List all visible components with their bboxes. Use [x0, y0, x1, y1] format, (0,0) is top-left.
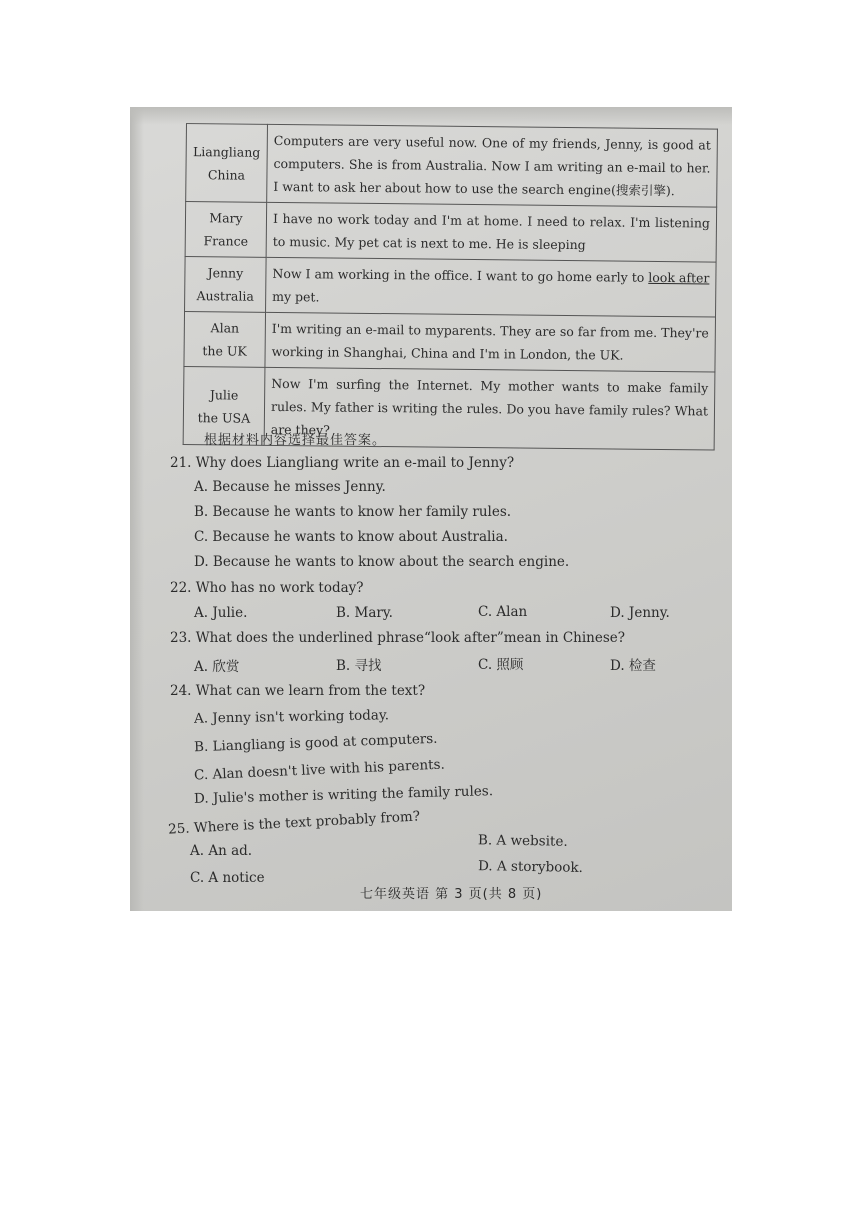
person-country: the UK — [202, 343, 247, 359]
person-name: Jenny — [207, 265, 244, 281]
person-country: Australia — [196, 288, 254, 304]
exam-page-photo — [130, 107, 732, 911]
option-25-b: B. A website. — [477, 832, 568, 850]
person-name: Julie — [209, 386, 239, 403]
message-cell: Computers are very useful now. One of my friends, Jenny, is good at computers. She is from Australia. Now I am writing an e-mail to her. I want to ask her about how to use the search engine(搜索引擎). — [267, 124, 718, 207]
person-name: Mary — [209, 210, 243, 226]
table-row — [184, 311, 716, 372]
person-cell — [185, 256, 267, 312]
option-21-d: D. Because he wants to know about the search engine. — [194, 554, 570, 570]
table-row — [185, 202, 717, 263]
option-24-b: B. Liangliang is good at computers. — [193, 730, 438, 756]
option-22-a: A. Julie. — [194, 605, 248, 621]
message-cell: Now I'm surfing the Internet. My mother wants to make family rules. My father is writing the rules. Do you have family rules? What are they? — [264, 367, 715, 450]
person-country: the USA — [197, 409, 251, 426]
table-row — [186, 124, 718, 208]
option-21-c: C. Because he wants to know about Australia. — [194, 529, 508, 545]
option-25-d: D. A storybook. — [477, 858, 584, 876]
question-23: 23. What does the underlined phrase“look after”mean in Chinese? — [170, 630, 626, 646]
option-21-a: A. Because he misses Jenny. — [194, 479, 386, 495]
option-23-b: B. 寻找 — [336, 658, 382, 674]
instruction: 根据材料内容选择最佳答案。 — [204, 433, 387, 448]
person-cell — [185, 202, 267, 258]
underlined-phrase: look after — [648, 269, 710, 286]
message-text: my pet. — [272, 288, 320, 305]
option-22-b: B. Mary. — [336, 605, 393, 621]
person-cell — [186, 124, 268, 203]
person-country: China — [207, 166, 246, 183]
page-footer: 七年级英语 第 3 页(共 8 页) — [360, 887, 543, 902]
option-24-d: D. Julie's mother is writing the family rules. — [193, 783, 494, 807]
option-23-a: A. 欣赏 — [194, 659, 240, 675]
question-25: 25. Where is the text probably from? — [167, 808, 421, 838]
person-country: France — [203, 233, 249, 249]
option-24-c: C. Alan doesn't live with his parents. — [193, 756, 446, 784]
option-21-b: B. Because he wants to know her family rules. — [194, 504, 512, 520]
reading-table — [183, 123, 718, 451]
option-22-d: D. Jenny. — [610, 605, 670, 621]
person-name: Liangliang — [192, 143, 261, 160]
option-25-a: A. An ad. — [190, 843, 253, 859]
message-cell: I have no work today and I'm at home. I need to relax. I'm listening to music. My pet cat is next to me. He is sleeping — [266, 202, 717, 262]
question-24: 24. What can we learn from the text? — [170, 683, 426, 699]
person-name: Alan — [210, 320, 240, 336]
question-22: 22. Who has no work today? — [170, 580, 364, 596]
option-23-c: C. 照顾 — [478, 657, 524, 673]
person-cell — [184, 311, 266, 367]
option-25-c: C. A notice — [190, 870, 265, 886]
option-22-c: C. Alan — [478, 604, 528, 620]
message-text: Now I am working in the office. I want to go home early to — [272, 265, 649, 285]
table-row — [185, 256, 717, 317]
message-cell: I'm writing an e-mail to myparents. They are so far from me. They're working in Shanghai, China and I'm in London, the UK. — [265, 312, 716, 372]
option-24-a: A. Jenny isn't working today. — [193, 707, 390, 727]
option-23-d: D. 检查 — [610, 658, 656, 674]
message-cell — [266, 257, 717, 317]
question-21: 21. Why does Liangliang write an e-mail to Jenny? — [170, 455, 515, 471]
